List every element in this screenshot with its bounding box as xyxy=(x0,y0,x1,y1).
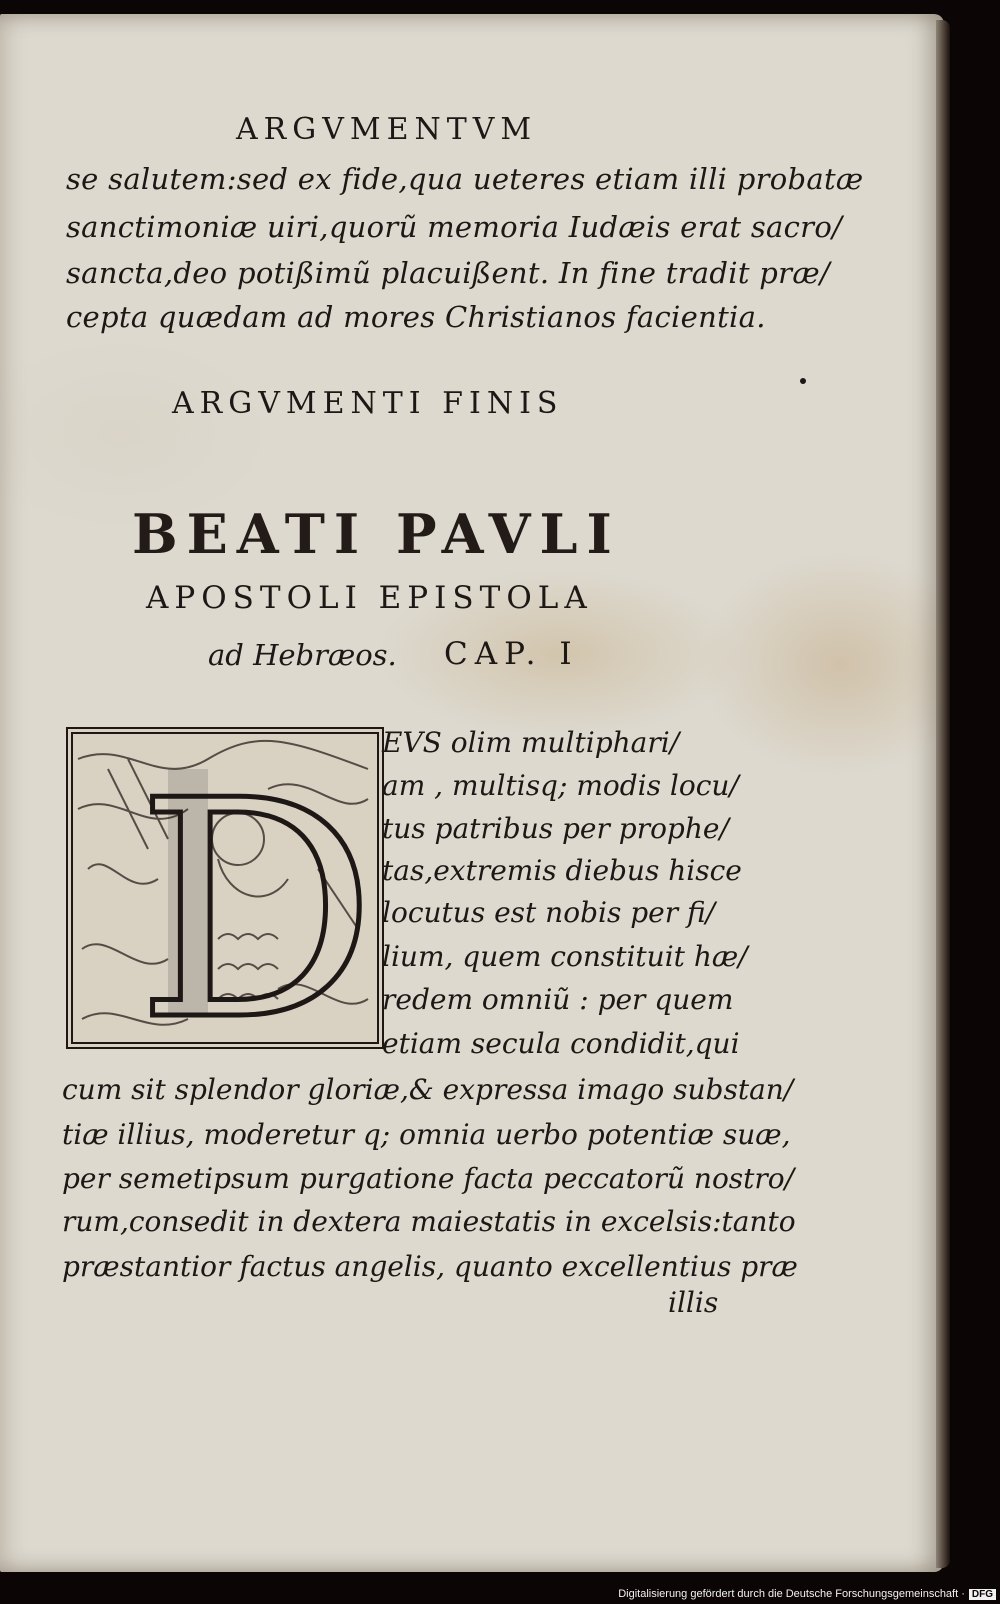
body-line-2: am , multisq; modis locu/ xyxy=(382,769,739,802)
ink-speck xyxy=(800,378,806,384)
body-line-6: lium, quem constituit hæ/ xyxy=(382,940,748,973)
body-line-10: tiæ illius, moderetur q; omnia uerbo potentiæ suæ, xyxy=(62,1118,791,1151)
footer-credit xyxy=(618,1588,996,1600)
body-line-8: etiam secula condidit,qui xyxy=(382,1027,740,1060)
body-line-5: locutus est nobis per fi/ xyxy=(382,896,716,929)
argument-line-4: cepta quædam ad mores Christianos facientia. xyxy=(66,300,766,334)
page-title: BEATI PAVLI xyxy=(132,502,621,566)
addressee: ad Hebræos. xyxy=(208,638,397,672)
argument-line-2: sanctimoniæ uiri,quorũ memoria Iudæis erat sacro/ xyxy=(66,210,843,244)
body-line-9: cum sit splendor gloriæ,& expressa imago substan/ xyxy=(62,1073,794,1106)
argument-line-1: se salutem:sed ex fide,qua ueteres etiam illi probatæ xyxy=(66,162,864,196)
decorated-initial xyxy=(66,727,384,1049)
body-line-11: per semetipsum purgatione facta peccatorũ nostro/ xyxy=(62,1162,795,1195)
body-line-12: rum,consedit in dextera maiestatis in excelsis:tanto xyxy=(62,1205,796,1238)
dfg-logo: DFG xyxy=(969,1589,996,1600)
page-edge xyxy=(936,20,950,1568)
body-line-1: EVS olim multiphari/ xyxy=(382,726,680,759)
page-subtitle: APOSTOLI EPISTOLA xyxy=(146,580,593,616)
footer-text: Digitalisierung gefördert durch die Deutsche Forschungsgemeinschaft · xyxy=(618,1588,965,1600)
initial-letter: D xyxy=(136,737,377,1047)
chapter-heading: CAP. I xyxy=(444,636,579,672)
body-line-3: tus patribus per prophe/ xyxy=(382,812,729,845)
woodcut-initial-icon xyxy=(68,729,382,1047)
argument-line-3: sancta,deo potißimũ placuißent. In fine tradit præ/ xyxy=(66,256,830,290)
body-line-13: præstantior factus angelis, quanto excellentius præ xyxy=(62,1250,798,1283)
body-line-4: tas,extremis diebus hisce xyxy=(382,854,742,887)
body-line-7: redem omniũ : per quem xyxy=(382,983,734,1016)
catchword: illis xyxy=(668,1286,719,1319)
argument-end: ARGVMENTI FINIS xyxy=(172,386,564,421)
running-header: ARGVMENTVM xyxy=(236,112,538,147)
